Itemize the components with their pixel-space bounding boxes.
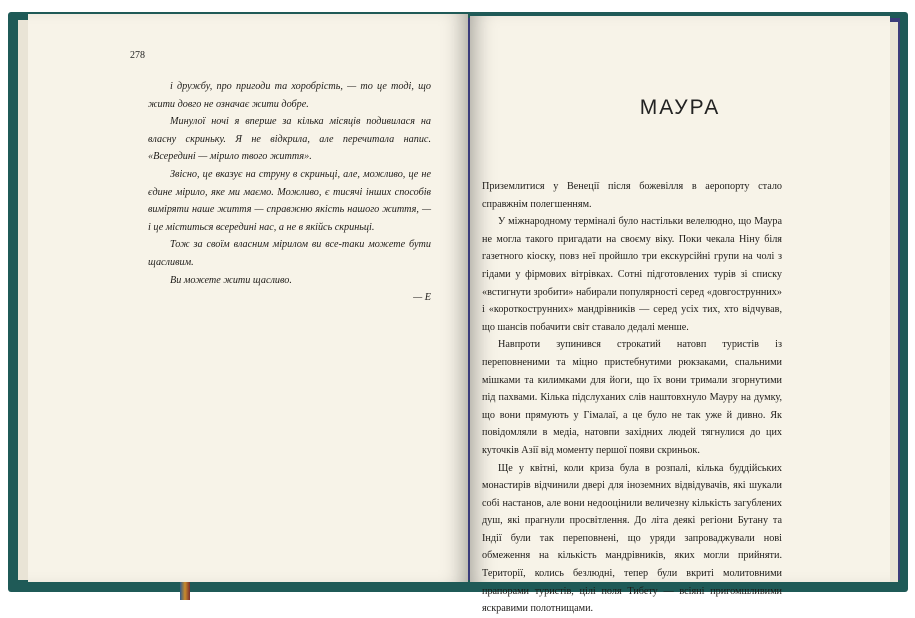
paragraph: Ще у квітні, коли криза була в розпалі, кілька буддійських монастирів відчинили двері для іноземних відвідувачів, які шукали собі настанов, але вони недооцінили величезну кількість загублених душ, які прагнули просвітлення. До літа деякі регіони Бутану та Індії були так переповнені, що уряди запроваджували нові обмеження на кількість мандрівників, яких могли прийняти. Території, колись безлюдні, тепер були вкриті молитовними прапорами туристів, цілі поля Тибету — всіяні пригомшливими яскравими полотнищами. — [482, 462, 782, 615]
paragraph: У міжнародному терміналі було настільки велелюдно, що Маура не могла такого пригадати на своєму віку. Поки чекала Ніну біля газетного кіоску, повз неї пройшло три екскурсійні групи на чолі з гідами у фірмових вітрівках. Сотні підготовлених турів зі списку «встигнути зробити» набирали популярності серед «довгострунних» і «короткострунних» мандрівників — серед усіх тих, хто відчував, що шансів побачити світ ставало дедалі менше. — [482, 216, 782, 333]
paragraph: Навпроти зупинився строкатий натовп туристів із переповненими та міцно пристебнутими рюкзаками, спальними мішками та килимками для йоги, що їх вони тримали згорнутими під пахвами. Кілька підслуханих слів наштовхнуло Мауру на думку, що вони прямують у Гімалаї, а це було не так уже й дивно. Як повідомляли в медіа, натовпи західних людей тягнулися до цих куточків Азії від моменту першої появи скриньок. — [482, 339, 782, 456]
page-number: 278 — [130, 50, 145, 61]
left-page-body — [148, 78, 431, 307]
paragraph: і дружбу, про пригоди та хоробрість, — то це тоді, що жити довго не означає жити добре. — [148, 81, 431, 110]
paragraph: Звісно, це вказує на струну в скриньці, але, можливо, це не єдине мірило, яке ми маємо. Можливо, є тисячі інших способів виміряти наше життя — справжню якість нашого життя, — і це міститься всередині нас, а не в якійсь скриньці. — [148, 168, 431, 233]
chapter-title: МАУРА — [639, 96, 721, 119]
paragraph: Приземлитися у Венеції після божевілля в аеропорту стало справжнім полегшенням. — [482, 181, 782, 210]
bookmark-ribbon — [180, 582, 190, 600]
paragraph: Ви можете жити щасливо. — [170, 274, 292, 286]
signature: — Е — [413, 292, 431, 304]
paragraph: Тож за своїм власним мірилом ви все-таки можете бути щасливим. — [148, 239, 431, 268]
paragraph: Минулої ночі я вперше за кілька місяців подивилася на власну скриньку. Я не відкрила, але перечитала напис. «Всередині — мірило твого життя». — [148, 116, 431, 163]
right-page-body — [482, 178, 782, 618]
